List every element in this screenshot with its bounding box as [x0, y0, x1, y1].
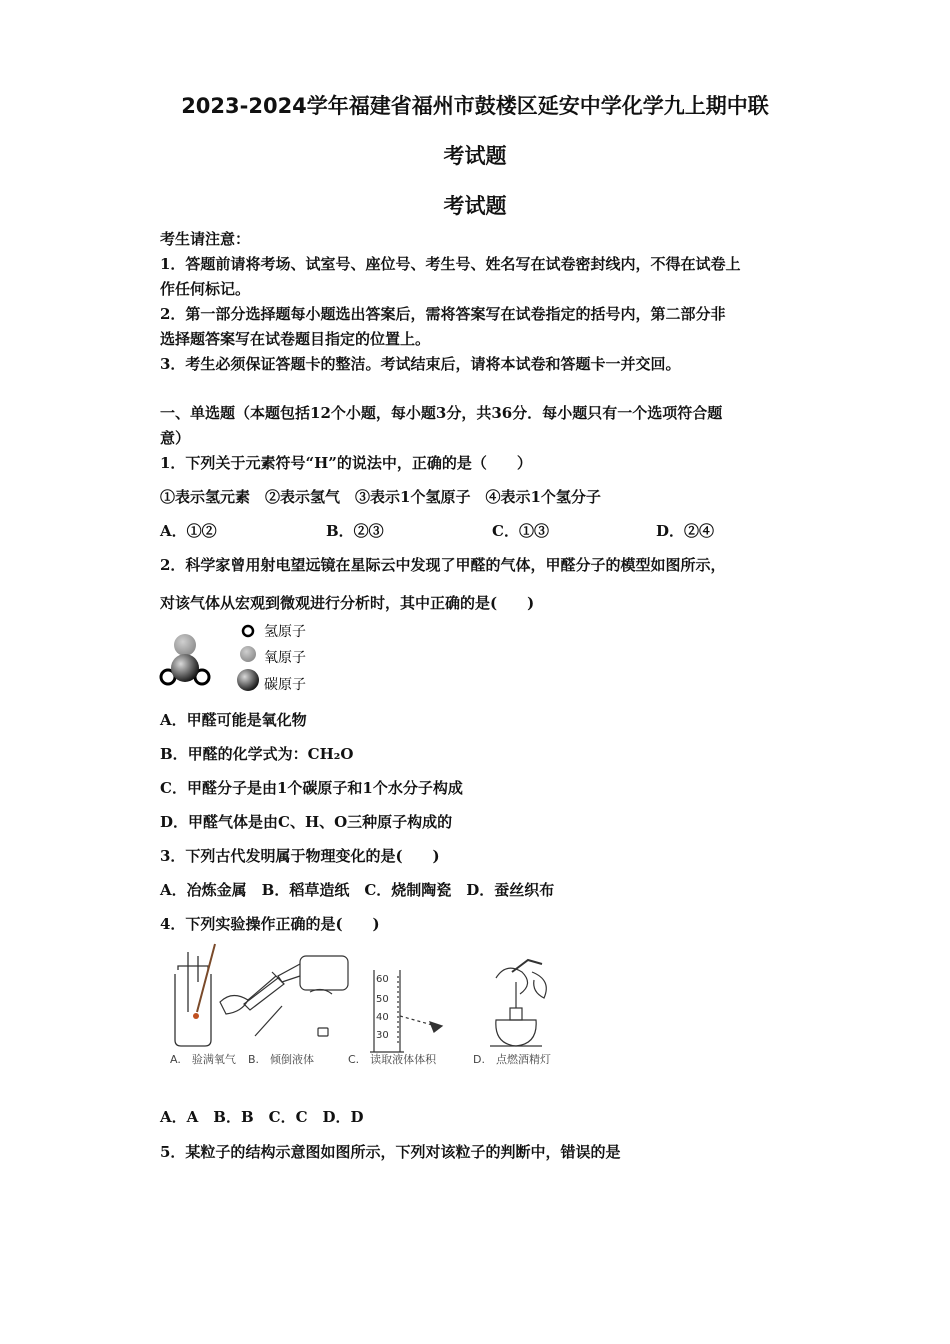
- molecule-model: [161, 634, 209, 684]
- scale-label-40: 40: [376, 1012, 389, 1023]
- lab-operations-figure: [160, 942, 580, 1072]
- q4-stem: 4．下列实验操作正确的是( ): [160, 915, 380, 933]
- legend-carbon-symbol: [237, 669, 259, 691]
- legend-hydrogen-symbol: [243, 626, 253, 636]
- q1-option-b: B．②③: [326, 522, 384, 540]
- q2-option-d: D．甲醛气体是由C、H、O三种原子构成的: [160, 813, 453, 831]
- section-heading-b: 意）: [160, 429, 191, 447]
- legend-oxygen-symbol: [240, 646, 256, 662]
- q5-stem: 5．某粒子的结构示意图如图所示，下列对该粒子的判断中，错误的是: [160, 1143, 621, 1161]
- q3-options: A．冶炼金属 B．稻草造纸 C．烧制陶瓷 D．蚕丝织布: [160, 881, 555, 899]
- caption-c: C. 读取液体体积: [348, 1053, 437, 1066]
- notice-heading: 考生请注意：: [160, 230, 251, 248]
- notice-item-2a: 2．第一部分选择题每小题选出答案后，需将答案写在试卷指定的括号内，第二部分非: [160, 305, 726, 323]
- q2-stem-b: 对该气体从宏观到微观进行分析时，其中正确的是( ): [160, 594, 535, 612]
- q1-option-c: C．①③: [492, 522, 549, 540]
- section-heading-a: 一、单选题（本题包括12个小题，每小题3分，共36分．每小题只有一个选项符合题: [160, 404, 723, 422]
- notice-item-1b: 作任何标记。: [160, 280, 251, 298]
- carbon-atom: [171, 654, 199, 682]
- q2-option-c: C．甲醛分子是由1个碳原子和1个水分子构成: [160, 779, 463, 797]
- scale-label-50: 50: [376, 994, 389, 1005]
- caption-b: B. 倾倒液体: [248, 1053, 315, 1066]
- figure-c-scale: [376, 974, 389, 1041]
- legend-hydrogen-label: 氢原子: [264, 624, 306, 640]
- q1-option-d: D．②④: [656, 522, 715, 540]
- q2-option-b: B．甲醛的化学式为：CH₂O: [160, 745, 354, 763]
- legend-oxygen-label: 氧原子: [264, 650, 306, 666]
- q3-stem: 3．下列古代发明属于物理变化的是( ): [160, 847, 440, 865]
- notice-item-3: 3．考生必须保证答题卡的整洁。考试结束后，请将本试卷和答题卡一并交回。: [160, 355, 681, 373]
- q4-options: A．A B．B C．C D．D: [160, 1108, 364, 1126]
- figure-a-oxygen-check: [175, 944, 215, 1046]
- caption-d: D. 点燃酒精灯: [473, 1053, 551, 1066]
- doc-title-line-2: 考试题: [443, 144, 507, 168]
- molecule-legend: [237, 624, 306, 693]
- doc-title-line-1: 2023-2024学年福建省福州市鼓楼区延安中学化学九上期中联: [181, 94, 769, 118]
- q2-stem-a: 2．科学家曾用射电望远镜在星际云中发现了甲醛的气体，甲醛分子的模型如图所示，: [160, 556, 726, 574]
- legend-carbon-label: 碳原子: [264, 677, 306, 693]
- formaldehyde-model-figure: [155, 618, 330, 698]
- q1-statements: ①表示氢元素 ②表示氢气 ③表示1个氢原子 ④表示1个氢分子: [160, 488, 601, 506]
- q1-stem: 1．下列关于元素符号“H”的说法中，正确的是（ ）: [160, 454, 532, 472]
- notice-item-1a: 1．答题前请将考场、试室号、座位号、考生号、姓名写在试卷密封线内，不得在试卷上: [160, 255, 741, 273]
- notice-item-2b: 选择题答案写在试卷题目指定的位置上。: [160, 330, 431, 348]
- figure-captions: [170, 1052, 551, 1066]
- caption-a: A. 验满氧气: [170, 1053, 236, 1066]
- figure-b-pour-liquid: [220, 956, 348, 1036]
- q2-option-a: A．甲醛可能是氧化物: [160, 711, 307, 729]
- scale-label-30: 30: [376, 1030, 389, 1041]
- oxygen-atom: [174, 634, 196, 656]
- figure-d-light-burner: [490, 960, 546, 1046]
- doc-title-line-3: 考试题: [443, 194, 507, 218]
- q1-option-a: A．①②: [160, 522, 217, 540]
- scale-label-60: 60: [376, 974, 389, 985]
